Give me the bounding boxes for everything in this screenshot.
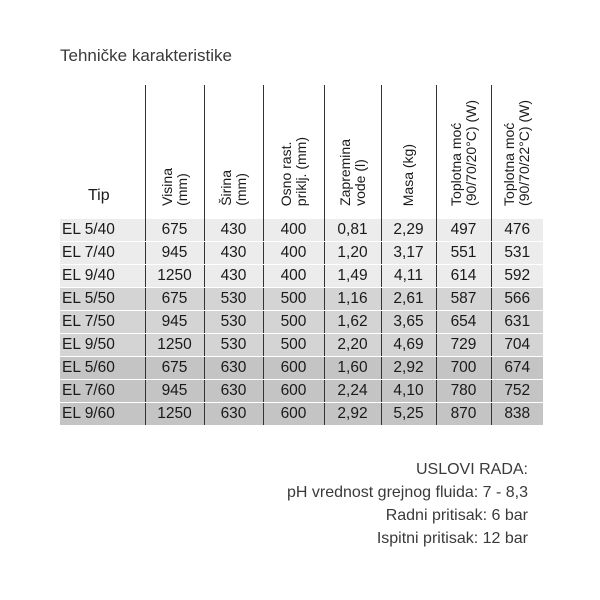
table-cell: 675 (145, 357, 204, 380)
table-cell: 1,62 (324, 311, 381, 334)
table-cell: 704 (491, 334, 543, 357)
table-cell: 870 (436, 403, 491, 426)
column-header-label (502, 100, 532, 206)
table-cell: 838 (491, 403, 543, 426)
table-row (60, 219, 543, 242)
table-cell: 400 (263, 265, 324, 288)
table-cell: 600 (263, 403, 324, 426)
table-cell: 530 (204, 311, 263, 334)
table-cell: 3,65 (381, 311, 436, 334)
table-cell: 530 (204, 334, 263, 357)
table-cell: 1,20 (324, 242, 381, 265)
table-cell: 5,25 (381, 403, 436, 426)
table-cell: 430 (204, 242, 263, 265)
table-cell: 675 (145, 219, 204, 242)
table-cell: 675 (145, 288, 204, 311)
table-cell: 592 (491, 265, 543, 288)
column-header-line: Zapremina (336, 139, 353, 206)
table-cell: 500 (263, 288, 324, 311)
column-header-line: priklj. (mm) (292, 136, 309, 206)
column-header-line: Toplotna moć (501, 122, 518, 206)
column-header-label (449, 100, 479, 206)
page-title: Tehničke karakteristike (60, 46, 232, 65)
table-cell: 2,20 (324, 334, 381, 357)
table-cell: 630 (204, 380, 263, 403)
column-header-line: (90/70/22°C) (W) (516, 100, 533, 206)
table-cell: 587 (436, 288, 491, 311)
table-cell: 1,16 (324, 288, 381, 311)
table-body (60, 219, 543, 426)
column-header-label (160, 168, 190, 206)
column-header-line: (90/70/20°C) (W) (462, 100, 479, 206)
table-cell: 1250 (145, 403, 204, 426)
table-cell: 4,10 (381, 380, 436, 403)
row-type-cell: EL 5/50 (60, 288, 145, 311)
conditions-working-pressure: Radni pritisak: 6 bar (385, 507, 528, 524)
row-type-cell: EL 9/50 (60, 334, 145, 357)
table-row (60, 265, 543, 288)
table-cell: 1250 (145, 334, 204, 357)
table-row (60, 334, 543, 357)
table-cell: 500 (263, 311, 324, 334)
table-cell: 497 (436, 219, 491, 242)
table-cell: 631 (491, 311, 543, 334)
table-cell: 500 (263, 334, 324, 357)
table-row (60, 242, 543, 265)
column-header (491, 85, 543, 219)
column-header (263, 85, 324, 219)
table-row (60, 357, 543, 380)
table-cell: 4,11 (381, 265, 436, 288)
column-header-label (219, 170, 249, 206)
table-cell: 2,29 (381, 219, 436, 242)
table-cell: 3,17 (381, 242, 436, 265)
table-cell: 614 (436, 265, 491, 288)
row-type-cell: EL 5/60 (60, 357, 145, 380)
table-cell: 945 (145, 242, 204, 265)
conditions-ph: pH vrednost grejnog fluida: 7 - 8,3 (286, 484, 528, 501)
table-cell: 945 (145, 380, 204, 403)
table-row (60, 311, 543, 334)
column-header (145, 85, 204, 219)
column-header-label (279, 137, 309, 206)
row-type-cell: EL 7/60 (60, 380, 145, 403)
table-cell: 551 (436, 242, 491, 265)
row-type-cell: EL 7/50 (60, 311, 145, 334)
table-cell: 630 (204, 357, 263, 380)
row-type-cell: EL 9/40 (60, 265, 145, 288)
table-cell: 4,69 (381, 334, 436, 357)
table-cell: 780 (436, 380, 491, 403)
spec-table (60, 85, 543, 426)
row-type-cell: EL 5/40 (60, 219, 145, 242)
table-cell: 729 (436, 334, 491, 357)
table-cell: 430 (204, 265, 263, 288)
table-cell: 945 (145, 311, 204, 334)
column-header-label (401, 144, 416, 206)
table-cell: 752 (491, 380, 543, 403)
table-cell: 1250 (145, 265, 204, 288)
table-cell: 1,60 (324, 357, 381, 380)
table-cell: 400 (263, 242, 324, 265)
table-cell: 430 (204, 219, 263, 242)
table-cell: 654 (436, 311, 491, 334)
table-cell: 0,81 (324, 219, 381, 242)
table-header-row (60, 85, 543, 219)
table-cell: 531 (491, 242, 543, 265)
table-cell: 476 (491, 219, 543, 242)
column-header-line: vode (l) (351, 159, 368, 206)
table-cell: 400 (263, 219, 324, 242)
table-cell: 530 (204, 288, 263, 311)
conditions-test-pressure: Ispitni pritisak: 12 bar (376, 530, 528, 547)
table-cell: 700 (436, 357, 491, 380)
operating-conditions (287, 458, 528, 550)
column-header-line: Širina (217, 170, 234, 206)
column-header-line: (mm) (232, 173, 249, 206)
table-row (60, 288, 543, 311)
column-header-line: Osno rast. (277, 141, 294, 206)
table-cell: 2,61 (381, 288, 436, 311)
table-row (60, 380, 543, 403)
column-header (381, 85, 436, 219)
table-cell: 600 (263, 380, 324, 403)
table-cell: 2,92 (324, 403, 381, 426)
column-header-line: Masa (kg) (400, 143, 416, 206)
column-header-line: Toplotna moć (447, 122, 464, 206)
table-cell: 674 (491, 357, 543, 380)
column-header-line: (mm) (173, 173, 190, 206)
column-header (60, 85, 145, 219)
column-header (324, 85, 381, 219)
table-cell: 600 (263, 357, 324, 380)
column-header-label (338, 139, 368, 206)
column-header (204, 85, 263, 219)
table-cell: 630 (204, 403, 263, 426)
table-cell: 2,92 (381, 357, 436, 380)
column-header (436, 85, 491, 219)
table-cell: 1,49 (324, 265, 381, 288)
column-header-line: Visina (158, 168, 175, 206)
table-row (60, 403, 543, 426)
column-header-label: Tip (88, 187, 110, 204)
row-type-cell: EL 9/60 (60, 403, 145, 426)
row-type-cell: EL 7/40 (60, 242, 145, 265)
table-cell: 566 (491, 288, 543, 311)
table-cell: 2,24 (324, 380, 381, 403)
conditions-heading: USLOVI RADA: (415, 461, 528, 478)
